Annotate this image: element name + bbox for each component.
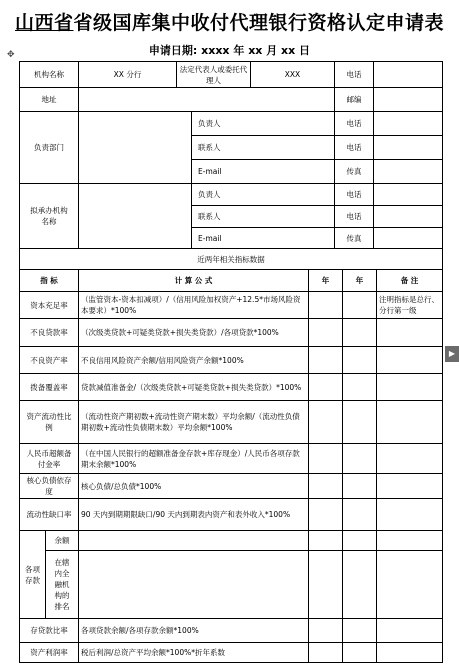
title-province: 山西省: [14, 12, 74, 34]
deposits-rank-year2[interactable]: [343, 551, 377, 619]
indicator-formula: （次级类贷款+可疑类贷款+损失类贷款）/各项贷款*100%: [79, 319, 309, 347]
deposits-label: 各项存款: [20, 531, 46, 619]
org-phone-value-1[interactable]: [374, 184, 443, 206]
form-title: [0, 8, 459, 35]
indicator-year1-value[interactable]: [309, 619, 343, 643]
indicator-name: 不良贷款率: [20, 319, 79, 347]
legal-rep-label: 法定代表人或委托代理人: [177, 62, 251, 88]
org-phone-label-1: 电话: [335, 184, 374, 206]
indicator-formula: 各项贷款余额/各项存款余额*100%: [79, 619, 309, 643]
indicator-name: 拨备覆盖率: [20, 374, 79, 401]
indicator-year2-value[interactable]: [343, 619, 377, 643]
deposits-rank-year1[interactable]: [309, 551, 343, 619]
org-phone-label-2: 电话: [335, 206, 374, 228]
indicator-column-header: 指 标: [20, 270, 79, 292]
responsible-dept-value[interactable]: [79, 112, 192, 184]
deposits-rank-label: 在辖内全融机构的排名: [46, 551, 79, 619]
dept-person-in-charge-label: 负责人: [192, 112, 335, 136]
formula-column-header: 计 算 公 式: [79, 270, 309, 292]
indicator-name: 核心负债依存度: [20, 474, 79, 499]
indicator-formula: （监管资本-资本扣减项）/（信用风险加权资产+12.5*市场风险资本要求）*100%: [79, 292, 309, 319]
indicator-name: 存贷款比率: [20, 619, 79, 643]
indicator-formula: （在中国人民银行的超额准备金存款+库存现金）/人民币各项存款期末余额*100%: [79, 444, 309, 474]
indicator-name: 流动性缺口率: [20, 499, 79, 531]
recent-years-caption: 近两年相关指标数据: [20, 249, 443, 270]
indicator-year2-value[interactable]: [343, 319, 377, 347]
indicator-name: 资本充足率: [20, 292, 79, 319]
indicator-year2-value[interactable]: [343, 444, 377, 474]
deposits-balance-year1[interactable]: [309, 531, 343, 551]
phone-label: 电话: [335, 62, 374, 88]
dept-email-label: E-mail: [192, 160, 335, 184]
dept-phone-label-2: 电话: [335, 136, 374, 160]
dept-fax-label: 传真: [335, 160, 374, 184]
indicator-remark[interactable]: [377, 319, 443, 347]
indicator-remark[interactable]: [377, 347, 443, 374]
deposits-balance-year2[interactable]: [343, 531, 377, 551]
indicator-remark[interactable]: [377, 643, 443, 663]
deposits-balance-formula: [79, 531, 309, 551]
postcode-label: 邮编: [335, 88, 374, 112]
indicator-formula: 贷款减值准备金/（次级类贷款+可疑类贷款+损失类贷款）*100%: [79, 374, 309, 401]
indicator-remark[interactable]: [377, 474, 443, 499]
indicator-year2-value[interactable]: [343, 643, 377, 663]
indicator-year2-value[interactable]: [343, 474, 377, 499]
indicator-remark[interactable]: [377, 401, 443, 444]
indicator-year2-value[interactable]: [343, 499, 377, 531]
year-column-header-1: 年: [309, 270, 343, 292]
institution-name-value[interactable]: XX 分行: [79, 62, 177, 88]
institution-name-label: 机构名称: [20, 62, 79, 88]
postcode-value[interactable]: [374, 88, 443, 112]
indicator-year2-value[interactable]: [343, 292, 377, 319]
indicator-year1-value[interactable]: [309, 643, 343, 663]
indicator-year2-value[interactable]: [343, 347, 377, 374]
indicator-formula: 不良信用风险资产余额/信用风险资产余额*100%: [79, 347, 309, 374]
side-expand-icon[interactable]: ▶: [445, 346, 459, 362]
indicator-name: 资产流动性比例: [20, 401, 79, 444]
indicator-remark[interactable]: [377, 619, 443, 643]
indicator-name: 不良资产率: [20, 347, 79, 374]
indicator-formula: 核心负债/总负债*100%: [79, 474, 309, 499]
legal-rep-value[interactable]: XXX: [251, 62, 335, 88]
org-contact-label: 联系人: [192, 206, 335, 228]
deposits-rank-remark[interactable]: [377, 551, 443, 619]
indicator-name: 资产利润率: [20, 643, 79, 663]
responsible-dept-label: 负责部门: [20, 112, 79, 184]
application-table: [19, 61, 443, 663]
dept-phone-value-2[interactable]: [374, 136, 443, 160]
indicator-year1-value[interactable]: [309, 347, 343, 374]
deposits-balance-label: 余额: [46, 531, 79, 551]
org-email-label: E-mail: [192, 228, 335, 249]
indicator-remark[interactable]: [377, 499, 443, 531]
move-handle-icon[interactable]: ✥: [7, 50, 15, 60]
org-fax-value[interactable]: [374, 228, 443, 249]
indicator-remark[interactable]: [377, 444, 443, 474]
indicator-year1-value[interactable]: [309, 292, 343, 319]
deposits-rank-formula: [79, 551, 309, 619]
indicator-year1-value[interactable]: [309, 474, 343, 499]
org-fax-label: 传真: [335, 228, 374, 249]
indicator-formula: （流动性资产期初数+流动性资产期末数）平均余额/（流动性负债期初数+流动性负债期末数）平均余额*100%: [79, 401, 309, 444]
indicator-name: 人民币超额备付金率: [20, 444, 79, 474]
indicator-formula: 税后利润/总资产平均余额*100%*折年系数: [79, 643, 309, 663]
indicator-remark: 注明指标是总行、分行第一级: [377, 292, 443, 319]
indicator-year2-value[interactable]: [343, 401, 377, 444]
dept-phone-value-1[interactable]: [374, 112, 443, 136]
address-value[interactable]: [79, 88, 335, 112]
indicator-formula: 90 天内到期期限缺口/90 天内到期表内资产和表外收入*100%: [79, 499, 309, 531]
indicator-year1-value[interactable]: [309, 374, 343, 401]
org-person-in-charge-label: 负责人: [192, 184, 335, 206]
dept-fax-value[interactable]: [374, 160, 443, 184]
indicator-year2-value[interactable]: [343, 374, 377, 401]
dept-phone-label-1: 电话: [335, 112, 374, 136]
handling-org-value[interactable]: [79, 184, 192, 249]
title-main: 省级国库集中收付代理银行资格认定申请表: [73, 12, 445, 34]
indicator-year1-value[interactable]: [309, 401, 343, 444]
phone-value[interactable]: [374, 62, 443, 88]
remarks-column-header: 备 注: [377, 270, 443, 292]
deposits-balance-remark[interactable]: [377, 531, 443, 551]
indicator-year1-value[interactable]: [309, 444, 343, 474]
year-column-header-2: 年: [343, 270, 377, 292]
handling-org-label: 拟承办机构名称: [20, 184, 79, 249]
org-phone-value-2[interactable]: [374, 206, 443, 228]
indicator-year1-value[interactable]: [309, 319, 343, 347]
dept-contact-label: 联系人: [192, 136, 335, 160]
indicator-year1-value[interactable]: [309, 499, 343, 531]
indicator-remark[interactable]: [377, 374, 443, 401]
apply-date: 申请日期: xxxx 年 xx 月 xx 日: [148, 44, 311, 57]
address-label: 地址: [20, 88, 79, 112]
